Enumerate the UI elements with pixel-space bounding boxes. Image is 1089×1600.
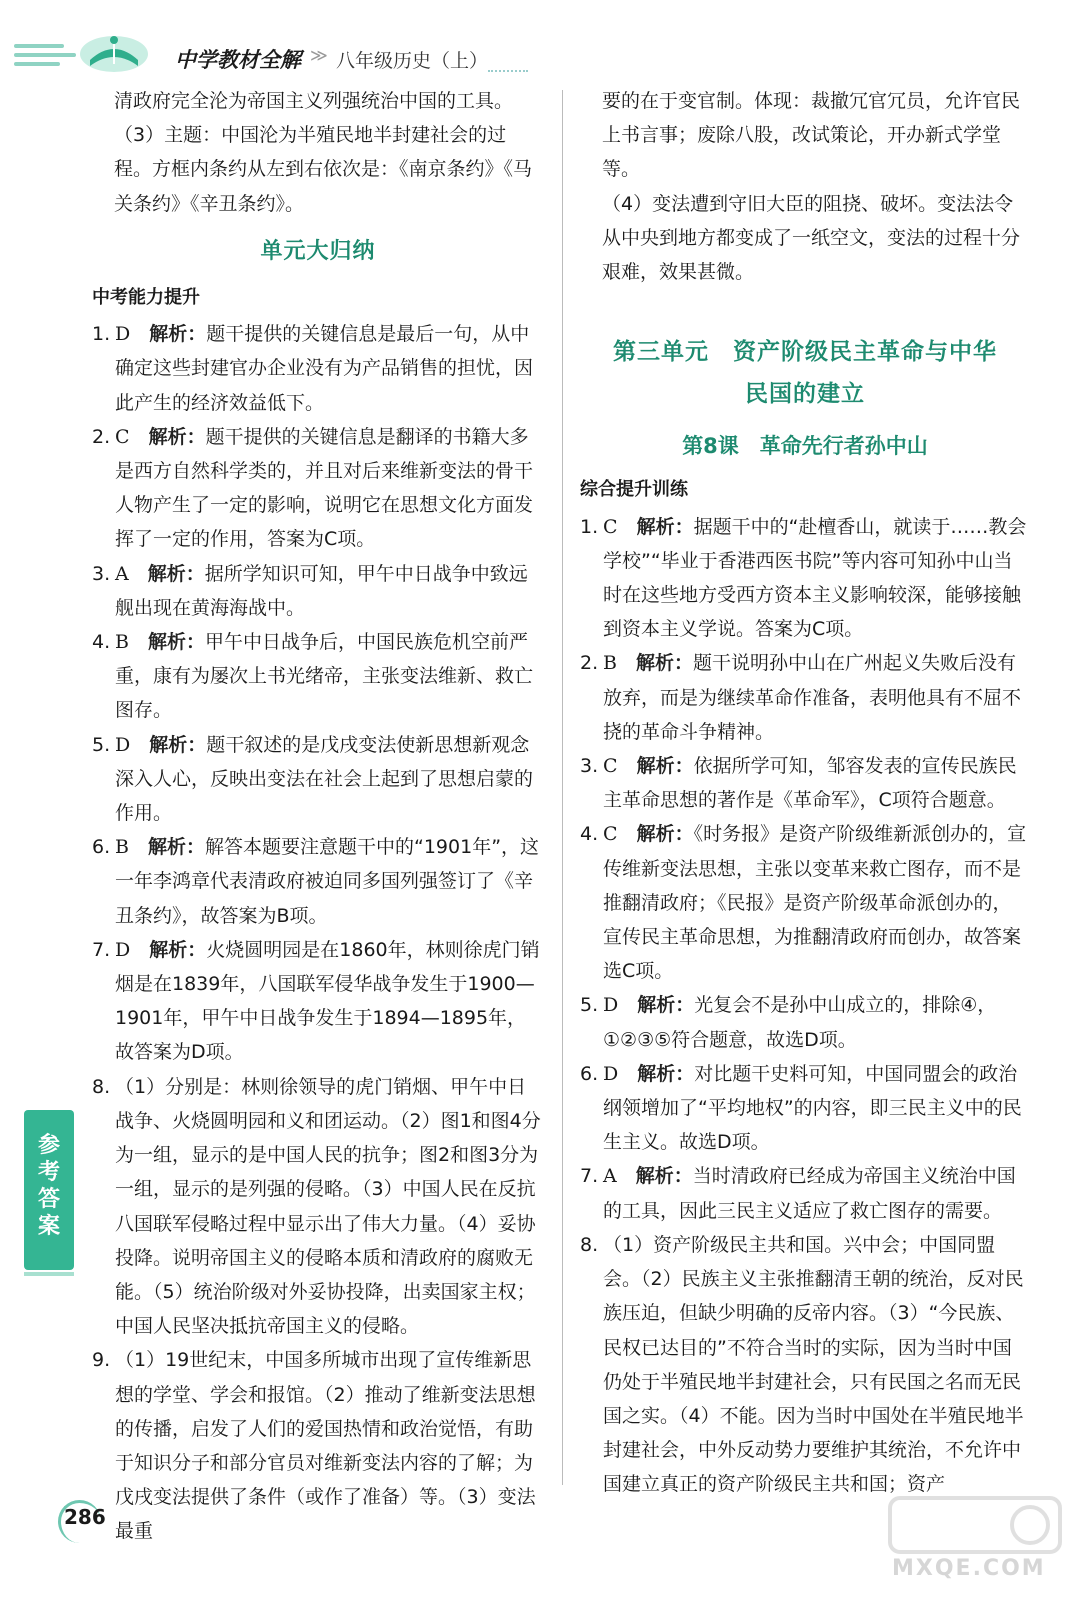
answer-item: 4. B 解析：甲午中日战争后，中国民族危机空前严重，康有为屡次上书光绪帝，主张变法维新、救亡图存。 <box>92 631 534 722</box>
answer-item: 8. （1）分别是：林则徐领导的虎门销烟、甲午中日战争、火烧圆明园和义和团运动。（2）图1和图4分为一组，显示的是中国人民的抗争；图2和图3分为一组，显示的是列强的侵略。（3）中国人民在反抗八国联军侵略过程中显示出了伟大力量。（4）妥协投降。说明帝国主义的侵略本质和清政府的腐败无能。（5）统治阶级对外妥协投降，出卖国家主权；中国人民坚决抵抗帝国主义的侵略。 <box>92 1075 541 1338</box>
right-intro-paragraph: 要的在于变官制。体现：裁撤冗官冗员，允许官民上书言事；废除八股，改试策论，开办新式学堂等。 <box>602 90 1021 181</box>
page-header <box>0 0 1089 88</box>
answer-item: 1. D 解析：题干提供的关键信息是最后一句，从中确定这些封建官办企业没有为产品销售的担忧，因此产生的经济效益低下。 <box>92 323 534 414</box>
answer-item: 6. B 解析：解答本题要注意题干中的“1901年”，这一年李鸿章代表清政府被迫同多国列强签订了《辛丑条约》，故答案为B项。 <box>92 836 540 927</box>
book-subtitle: 八年级历史（上） <box>336 50 489 72</box>
answer-item: 4. C 解析：《时务报》是资产阶级维新派创办的，宣传维新变法思想，主张以变革来救亡图存，而不是推翻清政府；《民报》是资产阶级革命派创办的，宣传民主革命思想，为推翻清政府而创办，故答案选C项。 <box>580 823 1027 983</box>
answer-item: 2. B 解析：题干说明孙中山在广州起义失败后没有放弃，而是为继续革命作准备，表明他具有不屈不挠的革命斗争精神。 <box>580 652 1022 743</box>
header-decoration-bars <box>14 44 76 71</box>
answer-item: 7. A 解析：当时清政府已经成为帝国主义统治中国的工具，因此三民主义适应了救亡图存的需要。 <box>580 1165 1016 1222</box>
answer-item: 5. D 解析：光复会不是孙中山成立的，排除④，①②③⑤符合题意，故选D项。 <box>580 994 997 1051</box>
watermark-logo-icon <box>880 1490 1070 1560</box>
subsection-title: 中考能力提升 <box>92 287 200 309</box>
answer-item: 3. C 解析：依据所学可知，邹容发表的宣传民族民主革命思想的著作是《革命军》，C项符合题意。 <box>580 755 1017 812</box>
answer-item: 8. （1）资产阶级民主共和国。兴中会；中国同盟会。（2）民族主义主张推翻清王朝的统治，反对民族压迫，但缺少明确的反帝内容。（3）“今民族、民权已达目的”不符合当时的实际，因为当时中国仍处于半殖民地半封建社会，只有民国之名而无民国之实。（4）不能。因为当时中国处在半殖民地半封建社会，中外反动势力要维护其统治，不允许中国建立真正的资产阶级民主共和国；资产 <box>580 1233 1024 1496</box>
watermark-text: MXQE.COM <box>892 1556 1046 1581</box>
reference-answers-tab <box>24 1110 74 1270</box>
subsection-title: 综合提升训练 <box>580 479 688 501</box>
answer-item: 3. A 解析：据所学知识可知，甲午中日战争中致远舰出现在黄海海战中。 <box>92 562 528 619</box>
column-divider <box>562 90 563 1485</box>
page-number: 286 <box>64 1505 106 1529</box>
left-intro-paragraph: （3）主题：中国沦为半殖民地半封建社会的过程。方框内条约从左到右依次是：《南京条约》《马关条约》《辛丑条约》。 <box>114 124 533 215</box>
watermark <box>880 1490 1070 1590</box>
right-column <box>580 84 1030 1502</box>
book-logo-icon <box>76 30 152 74</box>
answer-item: 5. D 解析：题干叙述的是戊戌变法使新思想新观念深入人心，反映出变法在社会上起到了思想启蒙的作用。 <box>92 733 534 825</box>
answer-item: 1. C 解析：据题干中的“赴檀香山，就读于……教会学校”“毕业于香港西医书院”等内容可知孙中山当时在这些地方受西方资本主义影响较深，能够接触到资本主义学说。答案为C项。 <box>580 515 1027 641</box>
answer-item: 6. D 解析：对比题干史料可知，中国同盟会的政治纲领增加了“平均地权”的内容，即三民主义中的民生主义。故选D项。 <box>580 1062 1022 1154</box>
unit-title-line: 第三单元 资产阶级民主革命与中华 <box>613 339 997 366</box>
answer-item: 9. （1）19世纪末，中国多所城市出现了宣传维新思想的学堂、学会和报馆。（2）推动了维新变法思想的传播，启发了人们的爱国热情和政治觉悟，有助于知识分子和部分官员对维新变法内容的了解；为戊戌变法提供了条件（或作了准备）等。（3）变法最重 <box>92 1349 536 1543</box>
left-column <box>92 84 544 1549</box>
side-tab-label: 参考答案 <box>37 1133 60 1239</box>
header-separator: ≫ <box>310 46 328 66</box>
right-intro-paragraph: （4）变法遭到守旧大臣的阻挠、破坏。变法法令从中央到地方都变成了一纸空文，变法的过程十分艰难，效果甚微。 <box>602 192 1021 284</box>
left-intro-line: 清政府完全沦为帝国主义列强统治中国的工具。 <box>114 90 514 112</box>
answer-item: 7. D 解析：火烧圆明园是在1860年，林则徐虎门销烟是在1839年，八国联军侵华战争发生于1900—1901年，甲午中日战争发生于1894—1895年，故答案为D项。 <box>92 938 540 1064</box>
lesson-title: 第8课 革命先行者孙中山 <box>682 434 928 459</box>
book-title: 中学教材全解 <box>175 48 301 72</box>
unit-title <box>580 331 1030 415</box>
section-title: 单元大归纳 <box>260 238 376 264</box>
side-tab-stripe <box>24 1272 74 1276</box>
unit-title-line: 民国的建立 <box>745 381 865 408</box>
header-dotted-line <box>488 70 528 72</box>
answer-item: 2. C 解析：题干提供的关键信息是翻译的书籍大多是西方自然科学类的，并且对后来维新变法的骨干人物产生了一定的影响，说明它在思想文化方面发挥了一定的作用，答案为C项。 <box>92 425 534 551</box>
